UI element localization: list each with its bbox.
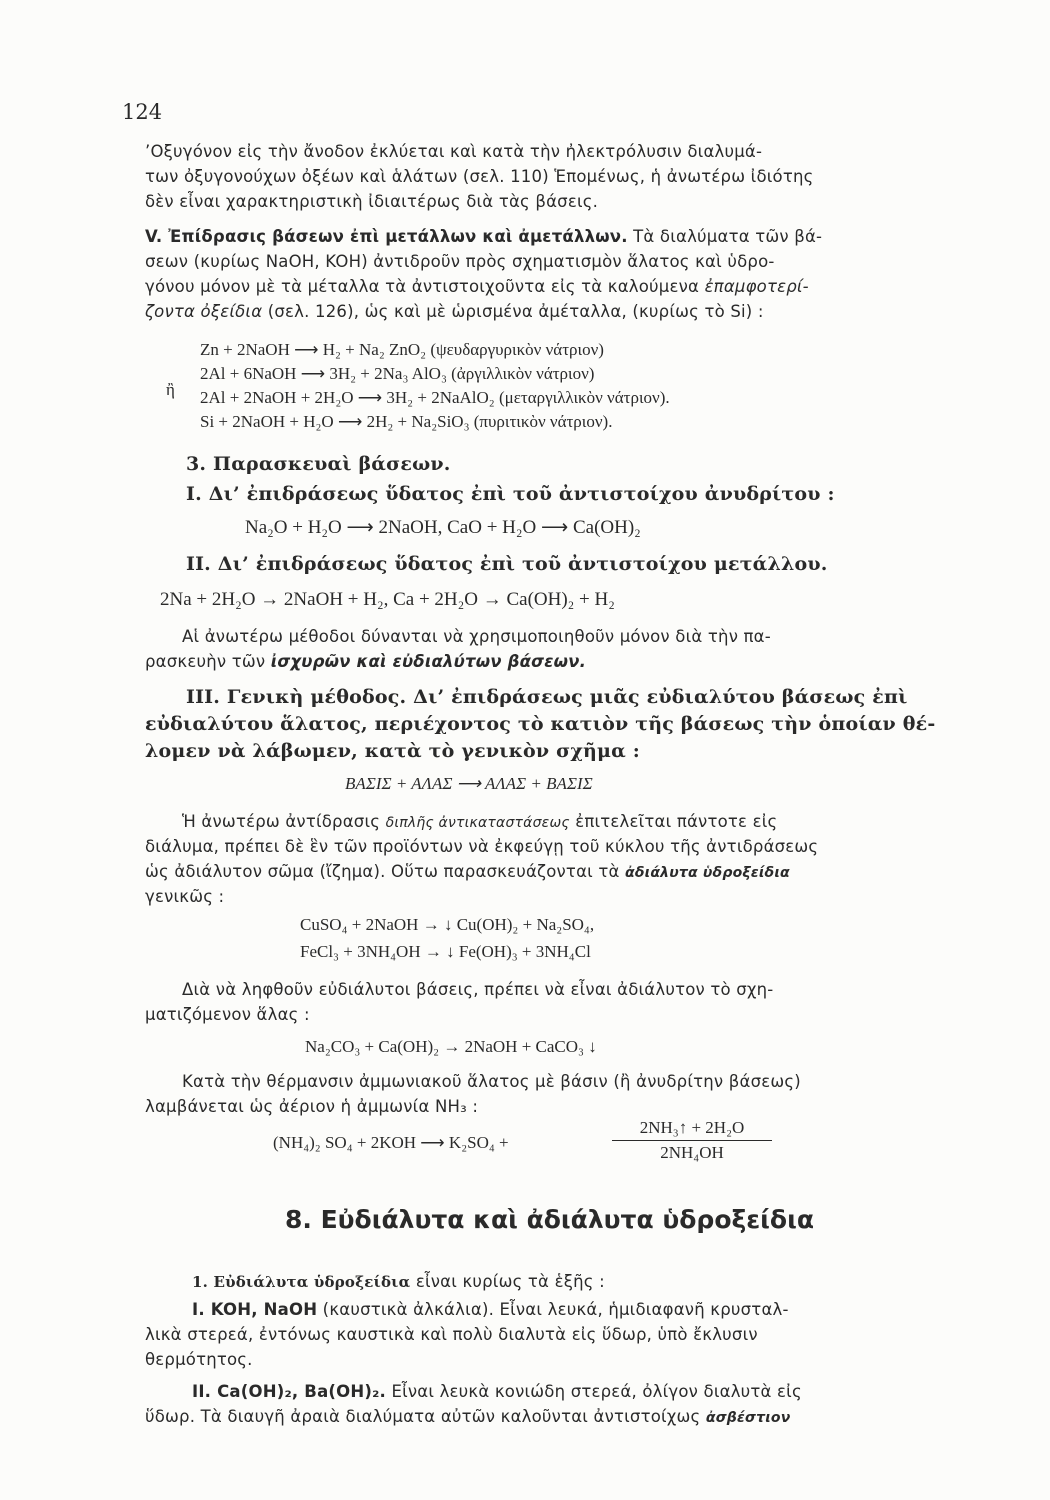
text-line: Διὰ νὰ ληφθοῦν εὐδιάλυτοι βάσεις, πρέπει νὰ εἶναι ἀδιάλυτον τὸ σχη-: [182, 980, 774, 999]
text-line: ματιζόμενον ἅλας :: [145, 1005, 310, 1024]
italic-span: ἀδιάλυτα ὑδροξείδια: [625, 865, 790, 881]
text-span: (καυστικὰ ἀλκάλια). Εἶναι λευκά, ἡμιδιαφανῆ κρυσταλ-: [317, 1300, 789, 1319]
equation: FeCl₃ + 3NH₄OH → ↓ Fe(OH)₃ + 3NH₄Cl: [300, 942, 591, 961]
italic-span: ἀσβέστιον: [705, 1410, 791, 1426]
fraction-numerator: 2NH₃↑ + 2H₂O: [612, 1118, 772, 1141]
italic-span: ἰσχυρῶν καὶ εὐδιαλύτων βάσεων.: [270, 652, 587, 671]
section-heading: 3. Παρασκευαὶ βάσεων.: [186, 453, 451, 475]
italic-span: ζοντα ὀξείδια: [145, 302, 263, 321]
text-span: ὡς ἀδιάλυτον σῶμα (ἴζημα). Οὕτω παρασκευάζονται τὰ: [145, 862, 626, 881]
text-line: [192, 1298, 972, 1322]
text-line: [192, 1270, 972, 1294]
text-line: Αἱ ἀνωτέρω μέθοδοι δύνανται νὰ χρησιμοποιηθοῦν μόνον διὰ τὴν πα-: [182, 627, 771, 646]
equation: Zn + 2NaOH ⟶ H₂ + Na₂ ZnO₂ (ψευδαργυρικὸν νάτριον): [200, 340, 604, 359]
text-span: εἶναι κυρίως τὰ ἑξῆς :: [410, 1272, 605, 1291]
subsection-heading: II. Δι’ ἐπιδράσεως ὕδατος ἐπὶ τοῦ ἀντιστοίχου μετάλλου.: [186, 553, 828, 575]
equation-or: ἢ: [166, 380, 175, 399]
bold-span: 1. Εὐδιάλυτα ὑδροξείδια: [192, 1273, 411, 1291]
text-span: ἐπιτελεῖται πάντοτε εἰς: [569, 812, 778, 831]
equation: 2Al + 2NaOH + 2H₂O ⟶ 3H₂ + 2NaAlO₂ (μεταργιλλικὸν νάτριον).: [200, 388, 670, 407]
text-span: ὕδωρ. Τὰ διαυγῆ ἀραιὰ διαλύματα αὐτῶν καλοῦνται ἀντιστοίχως: [145, 1407, 706, 1426]
text-line: ’Οξυγόνον εἰς τὴν ἄνοδον ἐκλύεται καὶ κατὰ τὴν ἠλεκτρόλυσιν διαλυμά-: [145, 142, 763, 161]
fraction-denominator: 2NH₄OH: [660, 1143, 724, 1162]
text-span: γόνου μόνον μὲ τὰ μέταλλα τὰ ἀντιστοιχοῦντα εἰς τὰ καλούμενα: [145, 277, 705, 296]
equation: (NH₄)₂ SO₄ + 2KOH ⟶ K₂SO₄ +: [273, 1133, 509, 1152]
text-line: λικὰ στερεά, ἐντόνως καυστικὰ καὶ πολὺ διαλυτὰ εἰς ὕδωρ, ὑπὸ ἔκλυσιν: [145, 1325, 758, 1344]
page-number: 124: [122, 100, 163, 124]
text-line: [182, 810, 962, 835]
equation: 2Al + 6NaOH ⟶ 3H₂ + 2Na₃ AlO₃ (ἀργιλλικὸν νάτριον): [200, 364, 595, 383]
text-line: γενικῶς :: [145, 887, 225, 906]
subsection-heading: I. Δι’ ἐπιδράσεως ὕδατος ἐπὶ τοῦ ἀντιστοίχου ἀνυδρίτου :: [186, 483, 835, 505]
text-line: [192, 1380, 972, 1404]
text-line: [145, 650, 925, 674]
text-span: Ἡ ἀνωτέρω ἀντίδρασις: [182, 812, 386, 831]
section-title: 8. Εὐδιάλυτα καὶ ἀδιάλυτα ὑδροξείδια: [285, 1205, 815, 1234]
text-line: [145, 275, 925, 299]
subsection-heading: λομεν νὰ λάβωμεν, κατὰ τὸ γενικὸν σχῆμα :: [145, 740, 641, 762]
text-line: [145, 225, 925, 249]
subsection-heading: III. Γενικὴ μέθοδος. Δι’ ἐπιδράσεως μιᾶς εὐδιαλύτου βάσεως ἐπὶ: [186, 686, 908, 708]
equation: CuSO₄ + 2NaOH → ↓ Cu(OH)₂ + Na₂SO₄,: [300, 915, 595, 934]
text-line: λαμβάνεται ὡς ἀέριον ἡ ἀμμωνία NH₃ :: [145, 1097, 479, 1116]
italic-span: ἐπαμφοτερί-: [704, 277, 809, 296]
text-span: Εἶναι λευκὰ κονιώδη στερεά, ὀλίγον διαλυτὰ εἰς: [386, 1382, 802, 1401]
italic-span: διπλῆς ἀντικαταστάσεως: [385, 815, 570, 831]
text-line: θερμότητος.: [145, 1350, 253, 1369]
equation: 2Na + 2H₂O → 2NaOH + H₂, Ca + 2H₂O → Ca(OH)₂ + H₂: [160, 589, 615, 610]
fraction: [612, 1118, 772, 1163]
text-line: διάλυμα, πρέπει δὲ ἓν τῶν προϊόντων νὰ ἐκφεύγῃ τοῦ κύκλου τῆς ἀντιδράσεως: [145, 837, 819, 856]
text-line: των ὀξυγονούχων ὀξέων καὶ ἁλάτων (σελ. 110) Ἑπομένως, ἡ ἀνωτέρω ἰδιότης: [145, 167, 814, 186]
subsection-heading: εὐδιαλύτου ἅλατος, περιέχοντος τὸ κατιὸν τῆς βάσεως τὴν ὁποίαν θέ-: [145, 713, 936, 735]
equation: Na₂CO₃ + Ca(OH)₂ → 2NaOH + CaCO₃ ↓: [305, 1037, 597, 1056]
bold-span: I. KOH, NaOH: [192, 1300, 318, 1319]
text-line: Κατὰ τὴν θέρμανσιν ἀμμωνιακοῦ ἅλατος μὲ βάσιν (ἢ ἀνυδρίτην βάσεως): [182, 1072, 801, 1091]
equation: ΒΑΣΙΣ + ΑΛΑΣ ⟶ ΑΛΑΣ + ΒΑΣΙΣ: [345, 774, 593, 793]
equation: Si + 2NaOH + H₂O ⟶ 2H₂ + Na₂SiO₃ (πυριτικὸν νάτριον).: [200, 412, 613, 431]
text-line: δὲν εἶναι χαρακτηριστικὴ ἰδιαιτέρως διὰ τὰς βάσεις.: [145, 192, 599, 211]
text-line: [145, 300, 925, 324]
equation: Na₂O + H₂O ⟶ 2NaOH, CaO + H₂O ⟶ Ca(OH)₂: [245, 517, 641, 538]
text-line: [145, 1405, 925, 1430]
text-line: [145, 860, 925, 885]
bold-span: II. Ca(OH)₂, Ba(OH)₂.: [192, 1382, 387, 1401]
text-span: (σελ. 126), ὡς καὶ μὲ ὡρισμένα ἀμέταλλα, (κυρίως τὸ Si) :: [262, 302, 764, 321]
text-line: σεων (κυρίως NaOH, KOH) ἀντιδροῦν πρὸς σχηματισμὸν ἅλατος καὶ ὑδρο-: [145, 252, 775, 271]
subsection-heading: V. Ἐπίδρασις βάσεων ἐπὶ μετάλλων καὶ ἀμετάλλων.: [145, 227, 628, 246]
text-span: Τὰ διαλύματα τῶν βά-: [627, 227, 823, 246]
text-span: ρασκευὴν τῶν: [145, 652, 271, 671]
